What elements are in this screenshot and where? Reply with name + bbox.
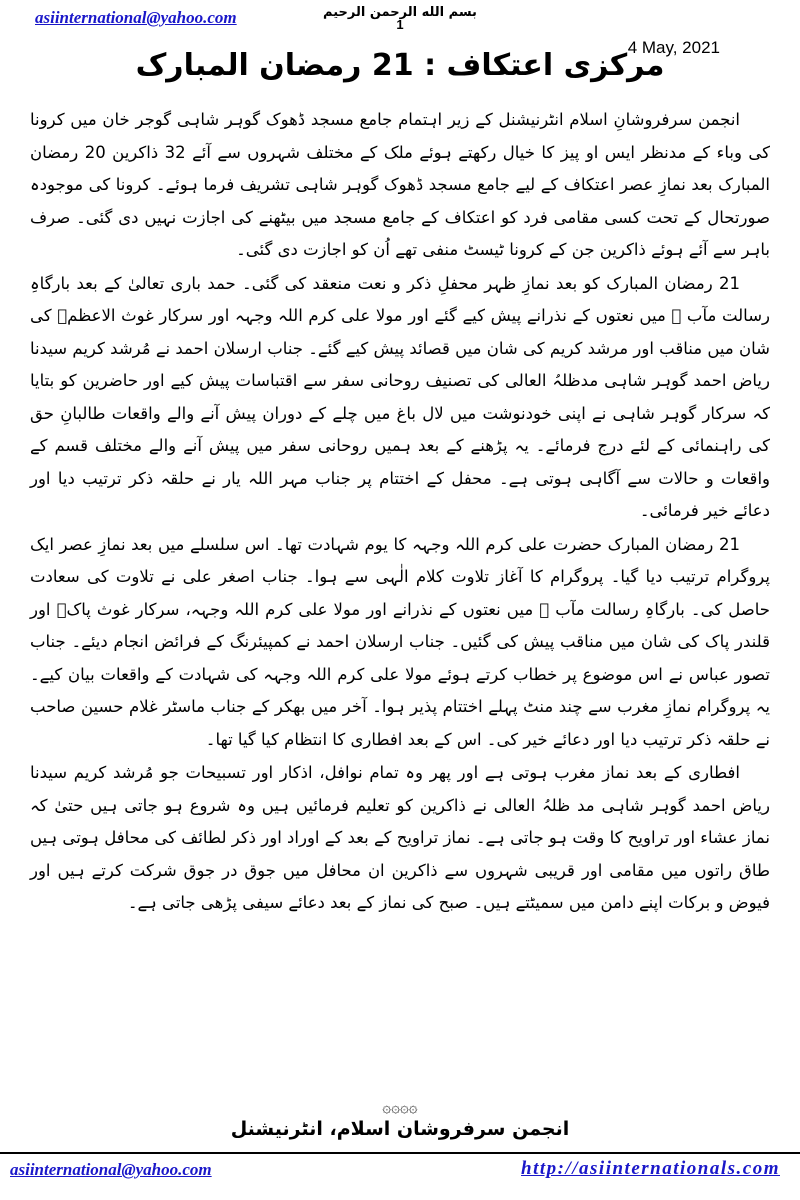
- page-title: مرکزی اعتکاف : 21 رمضان المبارک: [135, 48, 665, 83]
- rub-el-hizb-ornament-icons: ۞۞۞۞: [382, 1098, 418, 1116]
- bismillah-text: بسم الله الرحمن الرحيم: [323, 5, 477, 20]
- footer-divider: [0, 1152, 800, 1154]
- paragraph-3: 21 رمضان المبارک حضرت علی کرم اللہ وجہہ کا یوم شہادت تھا۔ اس سلسلے میں بعد نمازِ عصر ایک پروگرام ترتیب دیا گیا۔ پروگرام کا آغاز تلاوت کلام الٰہی سے ہوا۔ جناب اصغر علی نے تلاوت کی سعادت حاصل کی۔ بارگاہِ رسالت مآب ﷺ میں نعتوں کے نذرانے اور مولا علی کرم اللہ وجہہ، سرکار غوث پاکؓ اور قلندر پاک کی شان میں مناقب پیش کی گئیں۔ جناب ارسلان احمد نے کمپیئرنگ کے فرائض انجام دیئے۔ جناب تصور عباس نے اس موضوع پر خطاب کرتے ہوئے مولا علی کرم اللہ وجہہ کی شہادت کے واقعات بیان کیے۔ یہ پروگرام نمازِ مغرب سے چند منٹ پہلے اختتام پذیر ہوا۔ آخر میں بھکر کے جناب ماسٹر غلام حسین صاحب نے حلقہ ذکر ترتیب دیا اور دعائے خیر کی۔ اس کے بعد افطاری کا انتظام کیا گیا تھا۔: [30, 534, 770, 749]
- organization-name: انجمن سرفروشان اسلام، انٹرنیشنل: [230, 1118, 570, 1140]
- header-email-link[interactable]: asiinternational@yahoo.com: [35, 8, 237, 27]
- footer-website-link[interactable]: http://asiinternationals.com: [521, 1158, 780, 1179]
- paragraph-4: افطاری کے بعد نماز مغرب ہوتی ہے اور پھر وہ تمام نوافل، اذکار اور تسبیحات جو مُرشد کریم سیدنا ریاض احمد گوہر شاہی مد ظلہُ العالی نے ذاکرین کو تعلیم فرمائیں ہیں وہ شروع ہو جاتی ہیں حتیٰ کہ نماز عشاء اور تراویح کا وقت ہو جاتی ہے۔ نماز تراویح کے بعد کے اوراد اور ذکر لطائف کی محافل ہوتی ہیں طاق راتوں میں مقامی اور قریبی شہروں سے ذاکرین ان محافل میں جوق در جوق شرکت کرتے ہیں اور فیوض و برکات اپنے دامن میں سمیٹتے ہیں۔ صبح کی نماز کے بعد دعائے سیفی پڑھی جاتی ہے۔: [29, 763, 770, 912]
- paragraph-1: انجمن سرفروشانِ اسلام انٹرنیشنل کے زیر اہتمام جامع مسجد ڈھوک گوہر شاہی گوجر خان میں کرونا کی وباء کے مدنظر ایس او پیز کا خیال رکھتے ہوئے ملک کے مختلف شہروں سے آئے 32 ذاکرین 20 رمضان المبارک بعد نمازِ عصر اعتکاف کے لیے جامع مسجد ڈھوک گوہر شاہی تشریف فرما ہوئے۔ کرونا کی موجودہ صورتحال کے تحت کسی مقامی فرد کو اعتکاف کے جامع مسجد میں بیٹھنے کی اجازت نہیں دی گئی۔ صرف باہر سے آئے ہوئے ذاکرین جن کے کرونا ٹیسٹ منفی تھے اُن کو اجازت دی گئی۔: [30, 110, 770, 259]
- bismillah-block: [0, 6, 800, 33]
- document-date: 4 May, 2021: [627, 38, 720, 57]
- article-body: [30, 104, 770, 921]
- page-number: 1: [396, 17, 404, 33]
- paragraph-2: 21 رمضان المبارک کو بعد نمازِ ظہر محفلِ ذکر و نعت منعقد کی گئی۔ حمد باری تعالیٰ کے بعد بارگاہِ رسالت مآب ﷺ میں نعتوں کے نذرانے پیش کیے گئے اور مولا علی کرم اللہ وجہہ اور سرکار غوث الاعظمؓ کی شان میں مناقب اور مرشد کریم کی شان میں قصائد پیش کیے گئے۔ جناب ارسلان احمد نے مُرشد کریم سیدنا ریاض احمد گوہر شاہی مدظلہُ العالی کی تصنیف روحانی سفر سے اقتباسات پیش کیے اور حاضرین کو بتایا کہ سرکار گوہر شاہی نے اپنی خودنوشت میں لال باغ میں چلے کے دوران پیش آنے والے واقعات طالبانِ حق کی راہنمائی کے لئے درج فرمائے۔ یہ پڑھنے کے بعد ہمیں روحانی سفر میں پیش آنے والے مختلف قسم کے واقعات و حالات سے آگاہی ہوتی ہے۔ محفل کے اختتام پر جناب مہر اللہ یار نے حلقہ ذکر ترتیب دیا اور دعائے خیر فرمائی۔: [30, 273, 770, 520]
- footer-email-link[interactable]: asiinternational@yahoo.com: [10, 1160, 212, 1179]
